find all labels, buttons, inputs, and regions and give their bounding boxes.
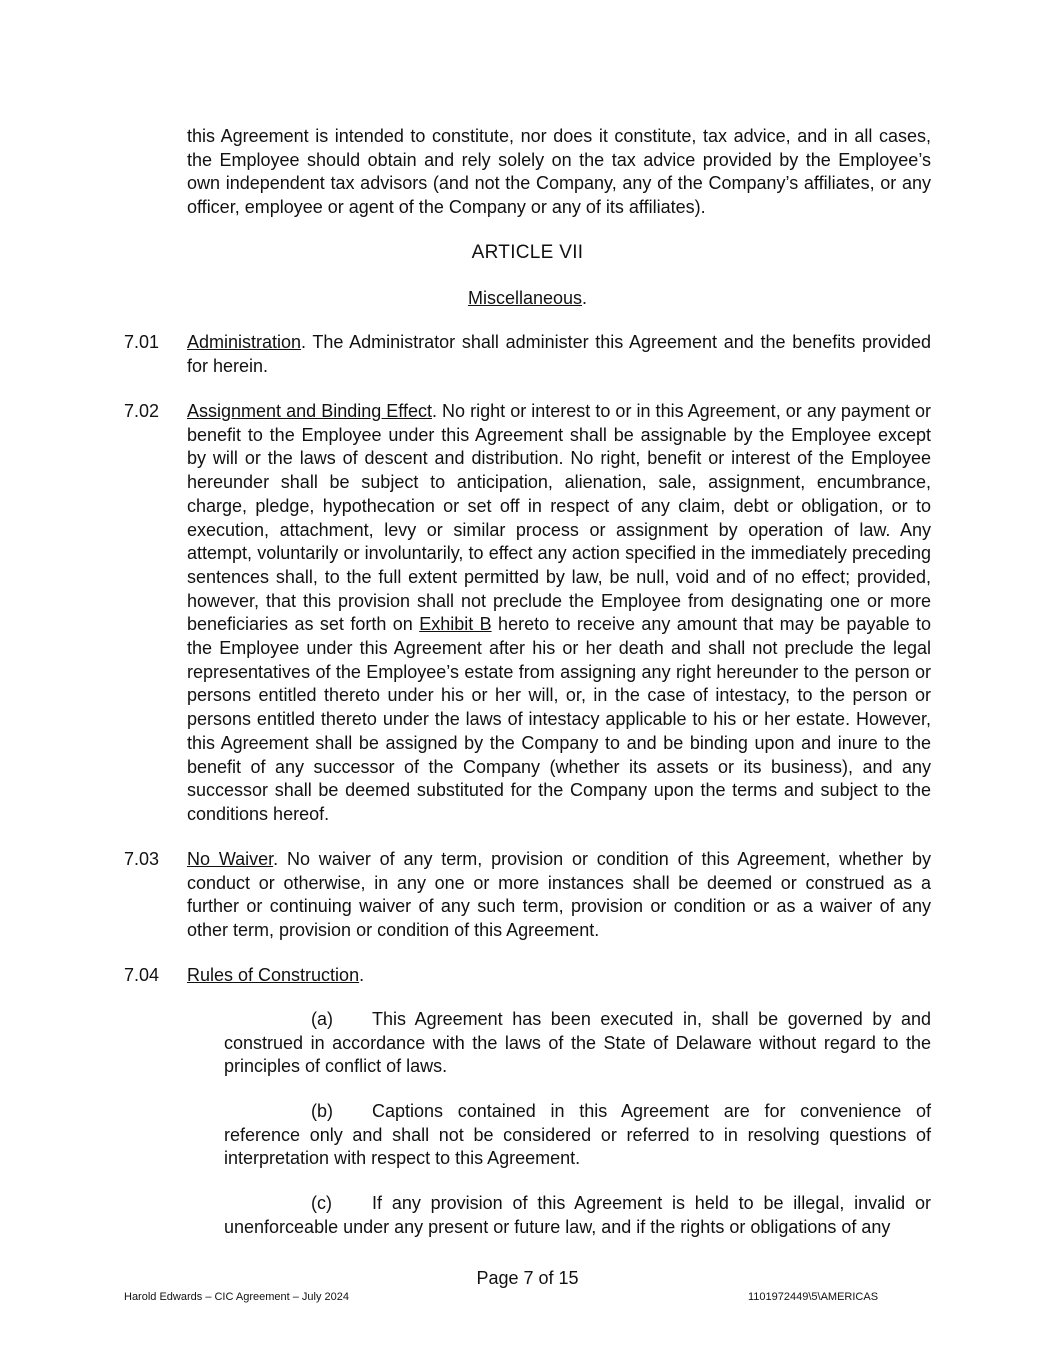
subsection-text: Captions contained in this Agreement are for convenience of reference only and shall not be considered or referred to in resolving questions of interpretation with respect to this Agreement. <box>224 1101 931 1169</box>
section-title: Assignment and Binding Effect <box>187 401 432 421</box>
subsection-text: This Agreement has been executed in, shall be governed by and construed in accordance with the laws of the State of Delaware without regard to the principles of conflict of laws. <box>224 1009 931 1077</box>
subsection-label: (b) <box>311 1101 333 1121</box>
section-title: No Waiver <box>187 849 274 869</box>
section-text: . No right or interest to or in this Agreement, or any payment or benefit to the Employee under this Agreement shall be assignable by the Employee except by will or the laws of descent and distribution. No right, benefit or interest of the Employee hereunder shall be subject to anticipation, alienation, sale, assignment, encumbrance, charge, pledge, hypothecation or set off in respect of any claim, debt or obligation, or to execution, attachment, levy or similar process or assignment by operation of law. Any attempt, voluntarily or involuntarily, to effect any action specified in the immediately preceding sentences shall, to the full extent permitted by law, be null, void and of no effect; provided, however, that this provision shall not preclude the Employee from designating one or more beneficiaries as set forth on <box>187 401 931 635</box>
subsection-a <box>224 1008 931 1079</box>
footer-document-title: Harold Edwards – CIC Agreement – July 2024 <box>124 1291 350 1303</box>
section-7-01-paragraph <box>187 331 931 378</box>
section-number: 7.04 <box>124 965 160 985</box>
footer-document-id: 1101972449\5\AMERICAS <box>748 1291 879 1303</box>
section-text: . The Administrator shall administer this Agreement and the benefits provided for herein. <box>187 332 931 376</box>
subsection-label: (c) <box>311 1193 332 1213</box>
section-7-03-paragraph <box>187 848 931 943</box>
section-7-04-paragraph <box>187 964 931 988</box>
section-text: . <box>359 965 365 985</box>
section-text-continued: hereto to receive any amount that may be payable to the Employee under this Agreement after his or her death and shall not preclude the legal representatives of the Employee’s estate from assigning any right hereunder to the person or persons entitled thereto under his or her will, or, in the case of intestacy, to the person or persons entitled thereto under the laws of intestacy applicable to his or her estate. However, this Agreement shall be assigned by the Company to and be binding upon and inure to the benefit of any successor of the Company (whether its assets or its business), and any successor shall be deemed substituted for the Company upon the terms and subject to the conditions hereof. <box>187 614 932 824</box>
article-heading-suffix: . <box>582 288 588 308</box>
section-title: Rules of Construction <box>187 965 360 985</box>
page-number: Page 7 of 15 <box>476 1268 579 1288</box>
subsection-c <box>224 1192 931 1239</box>
subsection-b <box>224 1100 931 1171</box>
section-number: 7.03 <box>124 849 160 869</box>
intro-paragraph: this Agreement is intended to constitute, nor does it constitute, tax advice, and in all cases, the Employee should obtain and rely solely on the tax advice provided by the Employee’s own independent tax advisors (and not the Company, any of the Company’s affiliates, or any officer, employee or agent of the Company or any of its affiliates). <box>187 126 931 218</box>
section-number: 7.01 <box>124 332 160 352</box>
section-number: 7.02 <box>124 401 160 421</box>
article-heading-text: Miscellaneous <box>467 288 583 308</box>
subsection-label: (a) <box>311 1009 333 1029</box>
article-title: ARTICLE VII <box>471 242 584 263</box>
section-title: Administration <box>187 332 302 352</box>
section-7-02-paragraph <box>187 400 931 827</box>
article-heading <box>0 286 1055 310</box>
exhibit-b-reference: Exhibit B <box>419 614 492 635</box>
subsection-text: If any provision of this Agreement is held to be illegal, invalid or unenforceable under any present or future law, and if the rights or obligations of any <box>224 1193 931 1237</box>
section-text: . No waiver of any term, provision or condition of this Agreement, whether by conduct or otherwise, in any one or more instances shall be deemed or construed as a further or continuing waiver of any such term, provision or condition or as a waiver of any other term, provision or condition of this Agreement. <box>187 849 931 941</box>
